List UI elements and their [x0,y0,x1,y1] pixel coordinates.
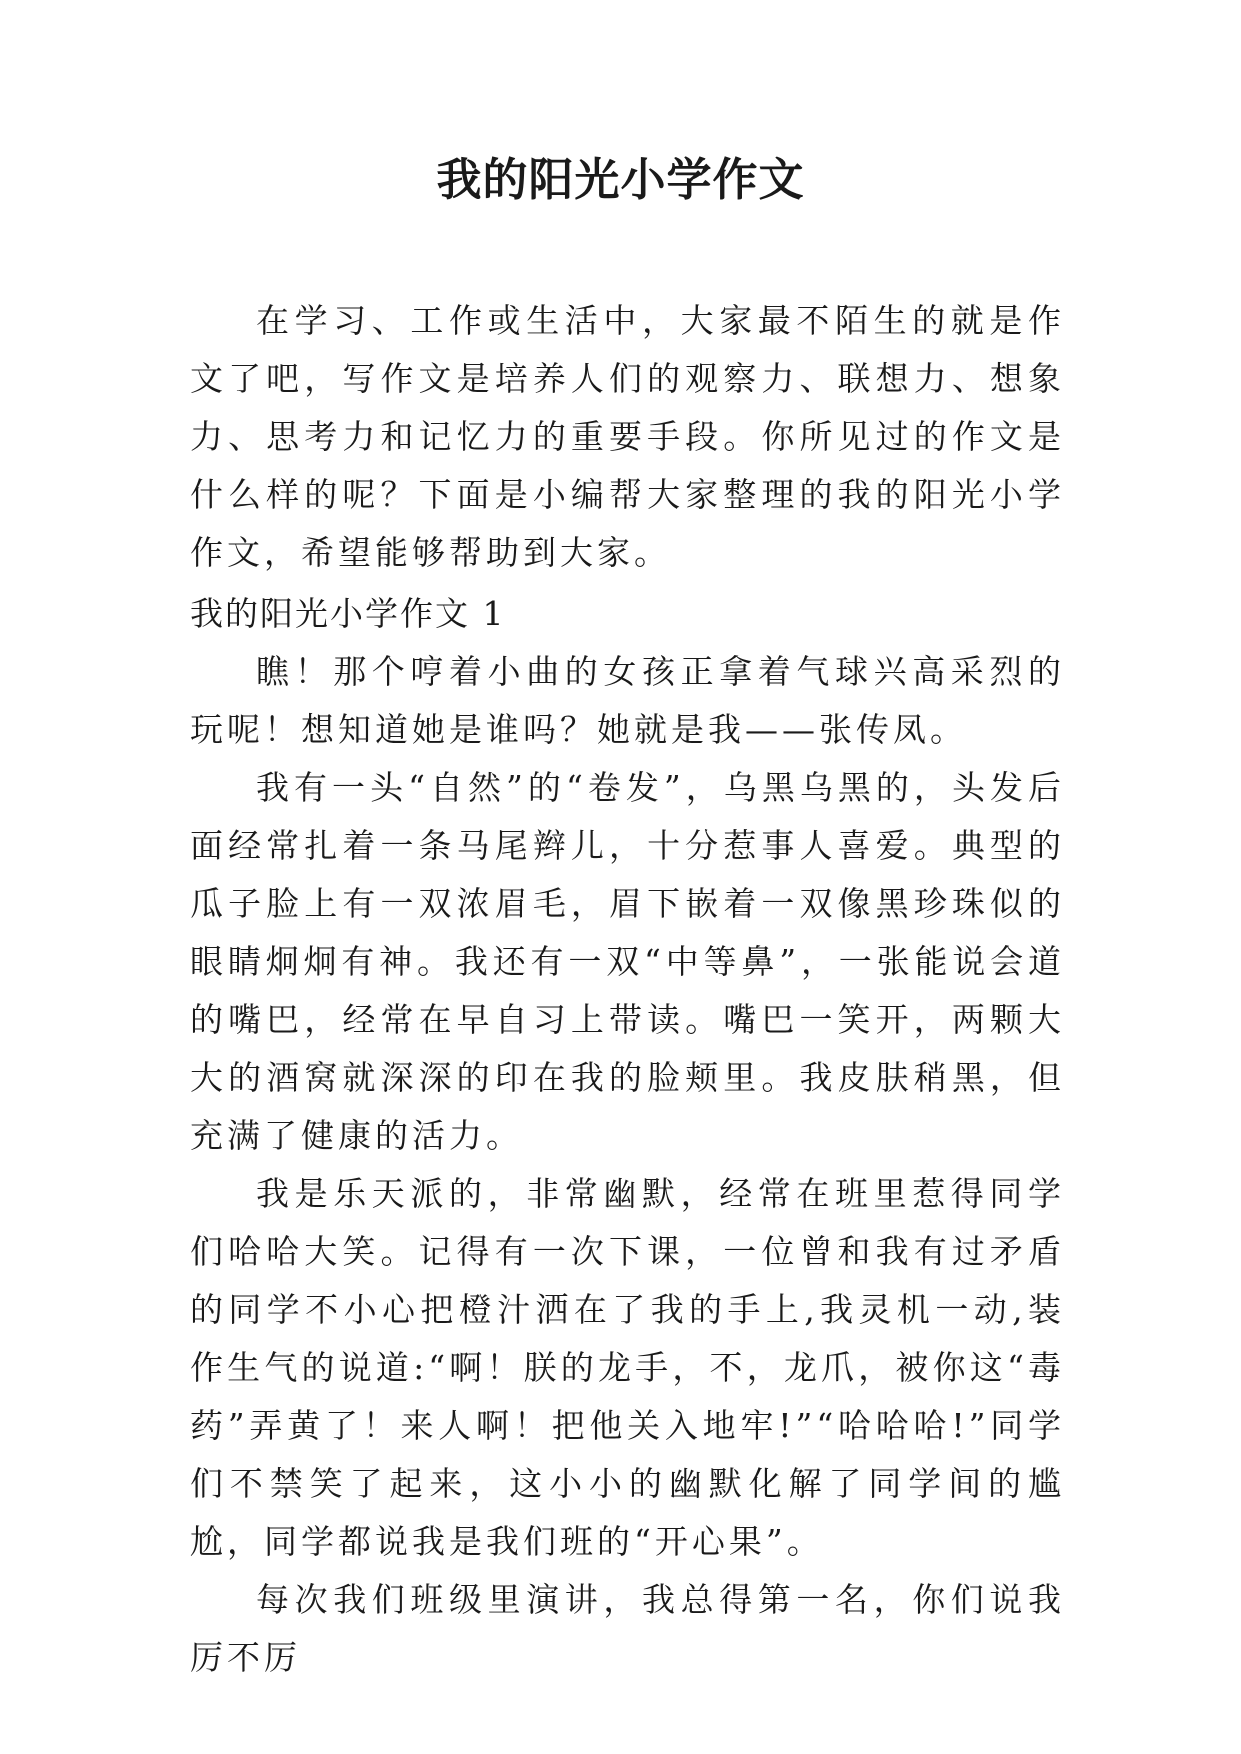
essay-paragraph: 瞧！那个哼着小曲的女孩正拿着气球兴高采烈的玩呢！想知道她是谁吗？她就是我——张传凤。 [190,652,1065,749]
intro-block [190,292,1065,582]
essay-paragraph: 我是乐天派的，非常幽默，经常在班里惹得同学们哈哈大笑。记得有一次下课，一位曾和我有过矛盾的同学不小心把橙汁洒在了我的手上,我灵机一动,装作生气的说道:“啊！朕的龙手，不，龙爪，被你这“毒药”弄黄了！来人啊！把他关入地牢!”“哈哈哈!”同学们不禁笑了起来，这小小的幽默化解了同学间的尴尬，同学都说我是我们班的“开心果”。 [190,1174,1065,1561]
page-title: 我的阳光小学作文 [436,153,805,206]
essay-paragraph: 每次我们班级里演讲，我总得第一名，你们说我厉不厉 [190,1580,1065,1677]
essay-section [190,585,1065,1687]
section-heading: 我的阳光小学作文 1 [190,594,506,633]
intro-paragraph: 在学习、工作或生活中，大家最不陌生的就是作文了吧，写作文是培养人们的观察力、联想力、想象力、思考力和记忆力的重要手段。你所见过的作文是什么样的呢？下面是小编帮大家整理的我的阳光小学作文，希望能够帮助到大家。 [190,301,1065,572]
essay-paragraph: 我有一头“自然”的“卷发”，乌黑乌黑的，头发后面经常扎着一条马尾辫儿，十分惹事人喜爱。典型的瓜子脸上有一双浓眉毛，眉下嵌着一双像黑珍珠似的眼睛炯炯有神。我还有一双“中等鼻”，一张能说会道的嘴巴，经常在早自习上带读。嘴巴一笑开，两颗大大的酒窝就深深的印在我的脸颊里。我皮肤稍黑，但充满了健康的活力。 [190,768,1065,1155]
